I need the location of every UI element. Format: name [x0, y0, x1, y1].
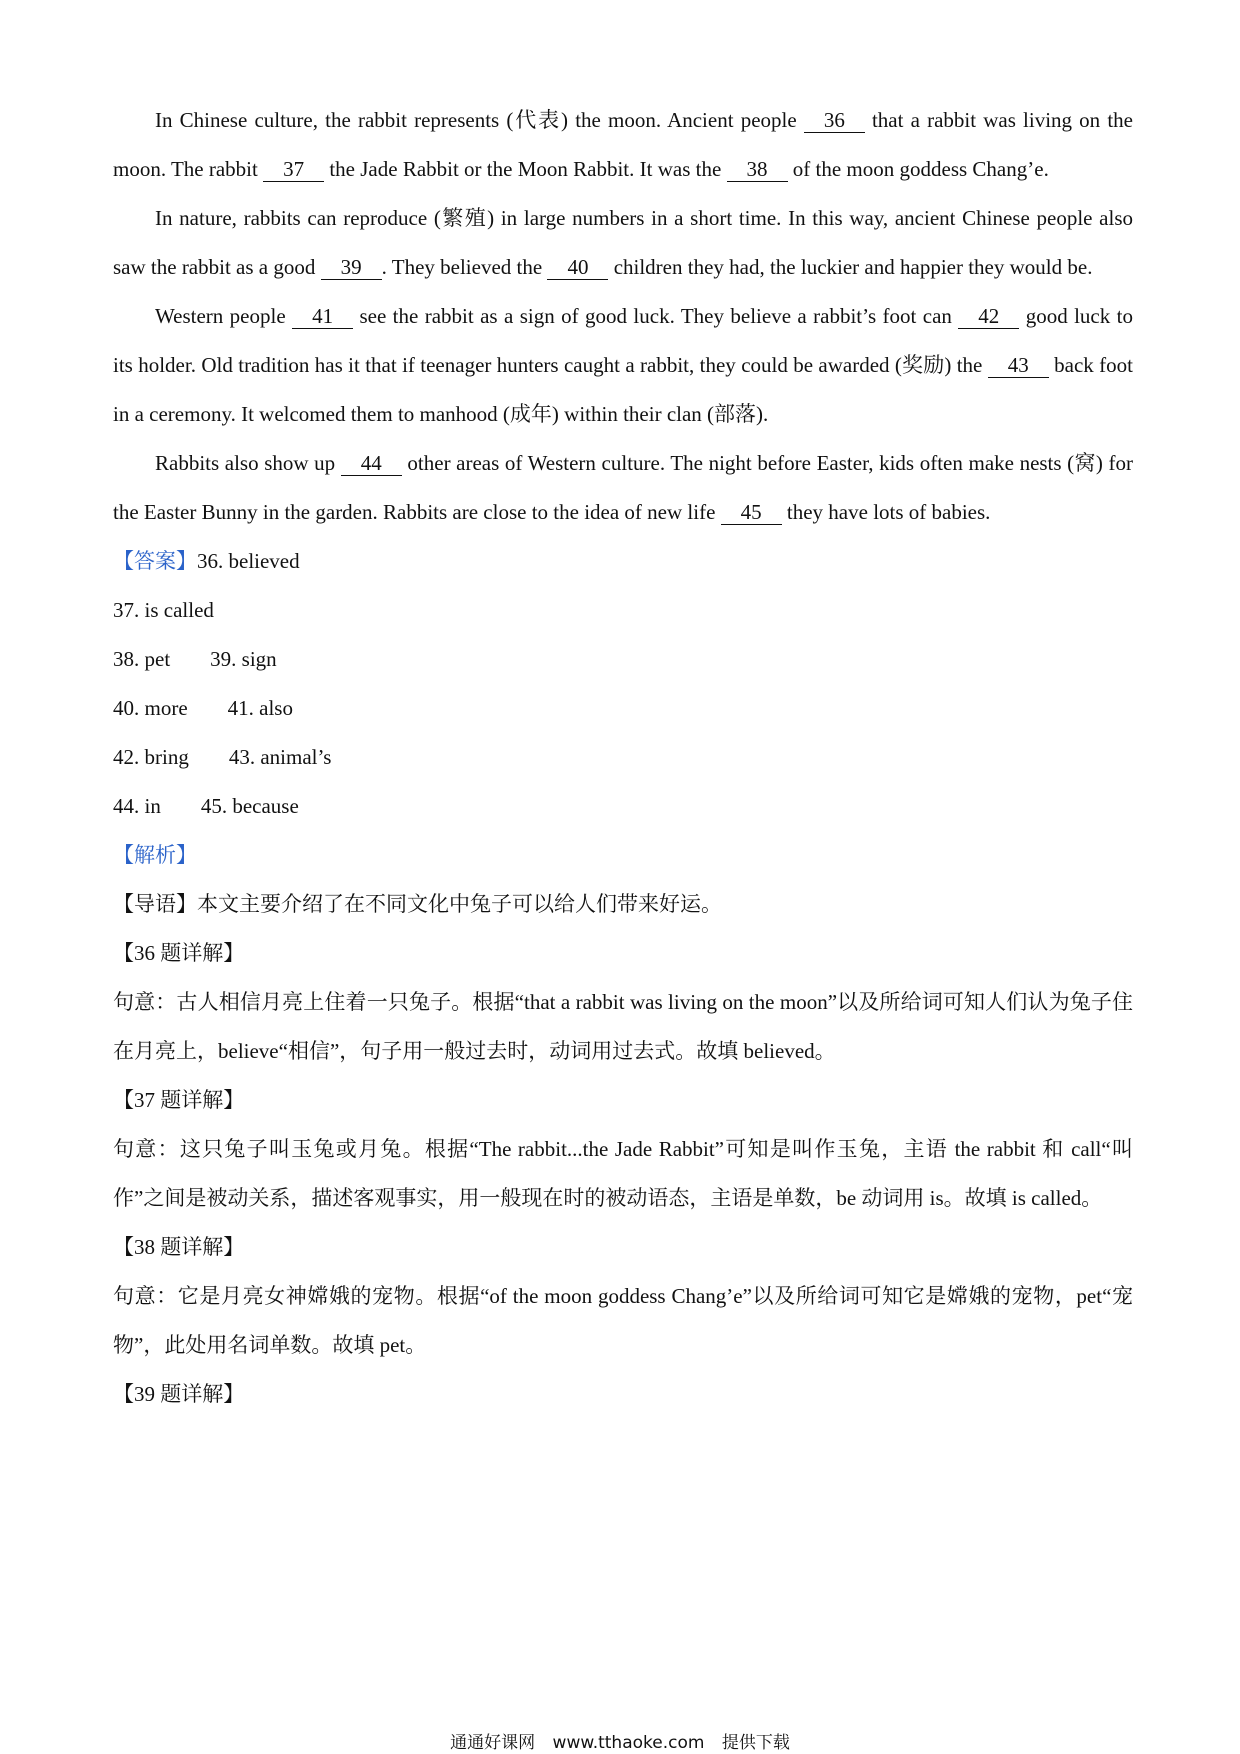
text: see the rabbit as a sign of good luck. They believe a rabbit’s foot can: [353, 304, 959, 328]
answer-40: 40. more: [113, 696, 188, 720]
answer-line-6: [113, 782, 1133, 831]
footer-note: 提供下载: [721, 1733, 790, 1753]
answer-45: 45. because: [200, 794, 299, 818]
q39-heading: 【39 题详解】: [113, 1382, 245, 1406]
footer-site-name: 通通好课网: [450, 1733, 536, 1753]
answer-36: 36. believed: [197, 549, 300, 573]
text: that a rabbit was living on the moon. The rabbit: [113, 108, 1133, 181]
passage-paragraph-1: [113, 96, 1133, 194]
text: Rabbits also show up: [155, 451, 341, 475]
footer-url[interactable]: www.tthaoke.com: [552, 1733, 705, 1753]
answer-37: 37. is called: [113, 598, 214, 622]
answer-line-1: [113, 537, 1133, 586]
document-body: [113, 96, 1133, 1419]
text: good luck to its holder. Old tradition has it that if teenager hunters caught a rabbit, they could be awarded (奖励) the: [113, 304, 1133, 377]
passage-paragraph-3: [113, 292, 1133, 439]
blank-39: 39: [321, 255, 382, 280]
text: back foot in a ceremony. It welcomed them to manhood (成年) within their clan (部落).: [113, 353, 1133, 426]
answer-line-3: [113, 635, 1133, 684]
answer-line-2: [113, 586, 1133, 635]
blank-43: 43: [988, 353, 1049, 378]
passage-paragraph-4: [113, 439, 1133, 537]
blank-37: 37: [263, 157, 324, 182]
text: children they had, the luckier and happier they would be.: [608, 255, 1093, 279]
text: In nature, rabbits can reproduce (繁殖) in large numbers in a short time. In this way, ancient Chinese people also saw the rabbit as a good: [113, 206, 1133, 279]
q37-heading: 【37 题详解】: [113, 1088, 245, 1112]
answer-41: 41. also: [227, 696, 293, 720]
answer-tag: 【答案】: [113, 549, 197, 573]
blank-40: 40: [547, 255, 608, 280]
text: they have lots of babies.: [781, 500, 991, 524]
blank-44: 44: [341, 451, 402, 476]
blank-41: 41: [292, 304, 353, 329]
q36-heading: 【36 题详解】: [113, 941, 245, 965]
answer-line-5: [113, 733, 1133, 782]
answer-42: 42. bring: [113, 745, 189, 769]
answer-43: 43. animal’s: [228, 745, 332, 769]
text: the Jade Rabbit or the Moon Rabbit. It was the: [324, 157, 727, 181]
q36-explanation: 句意：古人相信月亮上住着一只兔子。根据“that a rabbit was living on the moon”以及所给词可知人们认为兔子住在月亮上，believe“相信”，句子用一般过去时，动词用过去式。故填 believed。: [113, 990, 1133, 1063]
blank-38: 38: [727, 157, 788, 182]
passage-paragraph-2: [113, 194, 1133, 292]
answer-39: 39. sign: [210, 647, 277, 671]
page-footer: [0, 1728, 1240, 1753]
text: Western people: [155, 304, 293, 328]
answer-38: 38. pet: [113, 647, 171, 671]
analysis-tag: 【解析】: [113, 843, 197, 867]
q38-explanation: 句意：它是月亮女神嫦娥的宠物。根据“of the moon goddess Chang’e”以及所给词可知它是嫦娥的宠物，pet“宠物”，此处用名词单数。故填 pet。: [113, 1284, 1133, 1357]
answer-44: 44. in: [113, 794, 161, 818]
text: of the moon goddess Chang’e.: [787, 157, 1049, 181]
q38-heading: 【38 题详解】: [113, 1235, 245, 1259]
text: In Chinese culture, the rabbit represents (代表) the moon. Ancient people: [155, 108, 804, 132]
answer-line-4: [113, 684, 1133, 733]
blank-45: 45: [721, 500, 782, 525]
q37-explanation: 句意：这只兔子叫玉兔或月兔。根据“The rabbit...the Jade Rabbit”可知是叫作玉兔，主语 the rabbit 和 call“叫作”之间是被动关系，描述客观事实，用一般现在时的被动语态，主语是单数，be 动词用 is。故填 is called。: [113, 1137, 1133, 1210]
text: other areas of Western culture. The night before Easter, kids often make nests (窝) for the Easter Bunny in the garden. Rabbits are close to the idea of new life: [113, 451, 1133, 524]
blank-36: 36: [804, 108, 865, 133]
analysis-heading: [113, 831, 1133, 880]
text: . They believed the: [381, 255, 548, 279]
blank-42: 42: [958, 304, 1019, 329]
analysis-intro: 【导语】本文主要介绍了在不同文化中兔子可以给人们带来好运。: [113, 892, 722, 916]
